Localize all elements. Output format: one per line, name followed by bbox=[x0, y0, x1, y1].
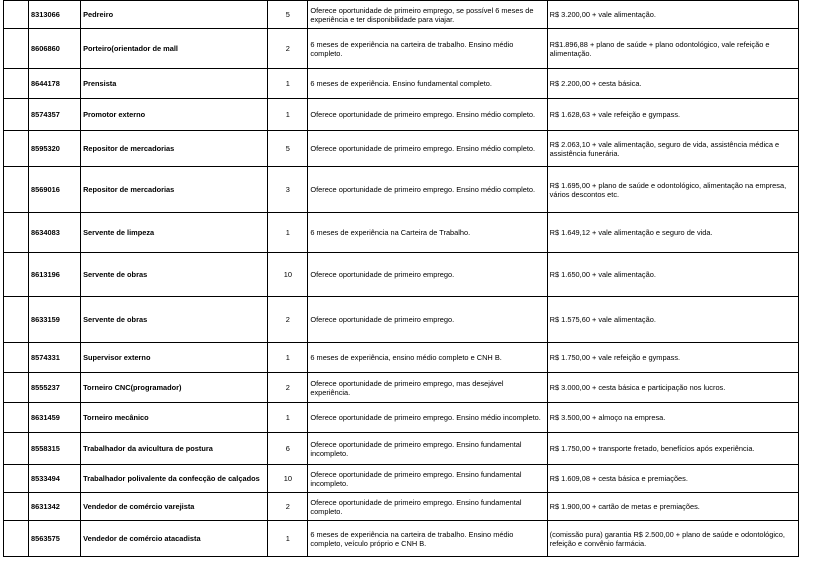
job-listings-table bbox=[3, 0, 799, 557]
job-benefits: R$ 1.609,08 + cesta básica e premiações. bbox=[547, 465, 798, 493]
job-quantity: 10 bbox=[268, 465, 308, 493]
job-code: 8644178 bbox=[29, 69, 81, 99]
job-requirements: 6 meses de experiência na Carteira de Trabalho. bbox=[308, 213, 547, 253]
job-quantity: 2 bbox=[268, 373, 308, 403]
job-code: 8613196 bbox=[29, 253, 81, 297]
job-requirements: Oferece oportunidade de primeiro emprego, se possível 6 meses de experiência e ter disponibilidade para viajar. bbox=[308, 1, 547, 29]
job-code: 8633159 bbox=[29, 297, 81, 343]
job-benefits: R$ 1.650,00 + vale alimentação. bbox=[547, 253, 798, 297]
job-benefits: R$ 2.063,10 + vale alimentação, seguro de vida, assistência médica e assistência funerária. bbox=[547, 131, 798, 167]
table-row bbox=[4, 167, 799, 213]
job-requirements: 6 meses de experiência. Ensino fundamental completo. bbox=[308, 69, 547, 99]
table-row bbox=[4, 343, 799, 373]
job-requirements: Oferece oportunidade de primeiro emprego. Ensino médio completo. bbox=[308, 131, 547, 167]
job-title: Trabalhador polivalente da confecção de calçados bbox=[81, 465, 268, 493]
job-title: Promotor externo bbox=[81, 99, 268, 131]
job-title: Porteiro(orientador de mall bbox=[81, 29, 268, 69]
job-code: 8595320 bbox=[29, 131, 81, 167]
row-blank-cell bbox=[4, 29, 29, 69]
job-code: 8631459 bbox=[29, 403, 81, 433]
table-row bbox=[4, 29, 799, 69]
row-blank-cell bbox=[4, 403, 29, 433]
row-blank-cell bbox=[4, 1, 29, 29]
job-title: Trabalhador da avicultura de postura bbox=[81, 433, 268, 465]
job-title: Servente de obras bbox=[81, 297, 268, 343]
table-row bbox=[4, 131, 799, 167]
job-code: 8313066 bbox=[29, 1, 81, 29]
table-row bbox=[4, 465, 799, 493]
job-quantity: 1 bbox=[268, 99, 308, 131]
table-row bbox=[4, 69, 799, 99]
table-row bbox=[4, 1, 799, 29]
job-title: Vendedor de comércio varejista bbox=[81, 493, 268, 521]
table-row bbox=[4, 403, 799, 433]
job-requirements: Oferece oportunidade de primeiro emprego, mas desejável experiência. bbox=[308, 373, 547, 403]
table-row bbox=[4, 433, 799, 465]
job-requirements: 6 meses de experiência na carteira de trabalho. Ensino médio completo, veículo próprio e CNH B. bbox=[308, 521, 547, 557]
row-blank-cell bbox=[4, 253, 29, 297]
job-quantity: 1 bbox=[268, 213, 308, 253]
job-benefits: R$ 1.750,00 + transporte fretado, benefícios após experiência. bbox=[547, 433, 798, 465]
job-benefits: R$1.896,88 + plano de saúde + plano odontológico, vale refeição e alimentação. bbox=[547, 29, 798, 69]
job-requirements: 6 meses de experiência na carteira de trabalho. Ensino médio completo. bbox=[308, 29, 547, 69]
job-title: Servente de obras bbox=[81, 253, 268, 297]
job-benefits: R$ 3.500,00 + almoço na empresa. bbox=[547, 403, 798, 433]
job-benefits: R$ 1.695,00 + plano de saúde e odontológico, alimentação na empresa, vários descontos etc. bbox=[547, 167, 798, 213]
job-quantity: 1 bbox=[268, 343, 308, 373]
job-benefits: R$ 2.200,00 + cesta básica. bbox=[547, 69, 798, 99]
table-row bbox=[4, 297, 799, 343]
job-code: 8569016 bbox=[29, 167, 81, 213]
job-title: Pedreiro bbox=[81, 1, 268, 29]
job-requirements: Oferece oportunidade de primeiro emprego. Ensino médio incompleto. bbox=[308, 403, 547, 433]
job-quantity: 3 bbox=[268, 167, 308, 213]
job-benefits: R$ 1.900,00 + cartão de metas e premiações. bbox=[547, 493, 798, 521]
job-quantity: 2 bbox=[268, 29, 308, 69]
job-title: Torneiro CNC(programador) bbox=[81, 373, 268, 403]
row-blank-cell bbox=[4, 131, 29, 167]
job-title: Supervisor externo bbox=[81, 343, 268, 373]
job-benefits: R$ 1.628,63 + vale refeição e gympass. bbox=[547, 99, 798, 131]
job-code: 8634083 bbox=[29, 213, 81, 253]
job-quantity: 2 bbox=[268, 493, 308, 521]
row-blank-cell bbox=[4, 433, 29, 465]
job-requirements: 6 meses de experiência, ensino médio completo e CNH B. bbox=[308, 343, 547, 373]
job-benefits: (comissão pura) garantia R$ 2.500,00 + plano de saúde e odontológico, refeição e convênio farmácia. bbox=[547, 521, 798, 557]
row-blank-cell bbox=[4, 297, 29, 343]
job-quantity: 6 bbox=[268, 433, 308, 465]
job-quantity: 1 bbox=[268, 69, 308, 99]
job-code: 8555237 bbox=[29, 373, 81, 403]
table-row bbox=[4, 493, 799, 521]
job-code: 8574357 bbox=[29, 99, 81, 131]
row-blank-cell bbox=[4, 373, 29, 403]
job-benefits: R$ 1.750,00 + vale refeição e gympass. bbox=[547, 343, 798, 373]
job-requirements: Oferece oportunidade de primeiro emprego. Ensino médio completo. bbox=[308, 99, 547, 131]
job-requirements: Oferece oportunidade de primeiro emprego. bbox=[308, 253, 547, 297]
job-benefits: R$ 1.649,12 + vale alimentação e seguro de vida. bbox=[547, 213, 798, 253]
job-title: Torneiro mecânico bbox=[81, 403, 268, 433]
job-code: 8574331 bbox=[29, 343, 81, 373]
job-quantity: 2 bbox=[268, 297, 308, 343]
job-requirements: Oferece oportunidade de primeiro emprego. Ensino fundamental completo. bbox=[308, 493, 547, 521]
job-quantity: 10 bbox=[268, 253, 308, 297]
job-quantity: 1 bbox=[268, 521, 308, 557]
job-requirements: Oferece oportunidade de primeiro emprego. Ensino fundamental incompleto. bbox=[308, 433, 547, 465]
job-code: 8533494 bbox=[29, 465, 81, 493]
row-blank-cell bbox=[4, 343, 29, 373]
job-requirements: Oferece oportunidade de primeiro emprego. bbox=[308, 297, 547, 343]
job-quantity: 1 bbox=[268, 403, 308, 433]
row-blank-cell bbox=[4, 99, 29, 131]
job-code: 8563575 bbox=[29, 521, 81, 557]
job-title: Vendedor de comércio atacadista bbox=[81, 521, 268, 557]
row-blank-cell bbox=[4, 521, 29, 557]
job-code: 8558315 bbox=[29, 433, 81, 465]
job-title: Prensista bbox=[81, 69, 268, 99]
job-quantity: 5 bbox=[268, 131, 308, 167]
job-benefits: R$ 3.200,00 + vale alimentação. bbox=[547, 1, 798, 29]
row-blank-cell bbox=[4, 465, 29, 493]
job-code: 8606860 bbox=[29, 29, 81, 69]
job-code: 8631342 bbox=[29, 493, 81, 521]
table-row bbox=[4, 373, 799, 403]
job-title: Servente de limpeza bbox=[81, 213, 268, 253]
table-row bbox=[4, 521, 799, 557]
table-row bbox=[4, 253, 799, 297]
row-blank-cell bbox=[4, 493, 29, 521]
job-benefits: R$ 3.000,00 + cesta básica e participação nos lucros. bbox=[547, 373, 798, 403]
row-blank-cell bbox=[4, 213, 29, 253]
job-requirements: Oferece oportunidade de primeiro emprego. Ensino médio completo. bbox=[308, 167, 547, 213]
row-blank-cell bbox=[4, 69, 29, 99]
job-quantity: 5 bbox=[268, 1, 308, 29]
job-title: Repositor de mercadorias bbox=[81, 131, 268, 167]
job-requirements: Oferece oportunidade de primeiro emprego. Ensino fundamental incompleto. bbox=[308, 465, 547, 493]
table-row bbox=[4, 99, 799, 131]
row-blank-cell bbox=[4, 167, 29, 213]
table-row bbox=[4, 213, 799, 253]
job-benefits: R$ 1.575,60 + vale alimentação. bbox=[547, 297, 798, 343]
job-title: Repositor de mercadorias bbox=[81, 167, 268, 213]
